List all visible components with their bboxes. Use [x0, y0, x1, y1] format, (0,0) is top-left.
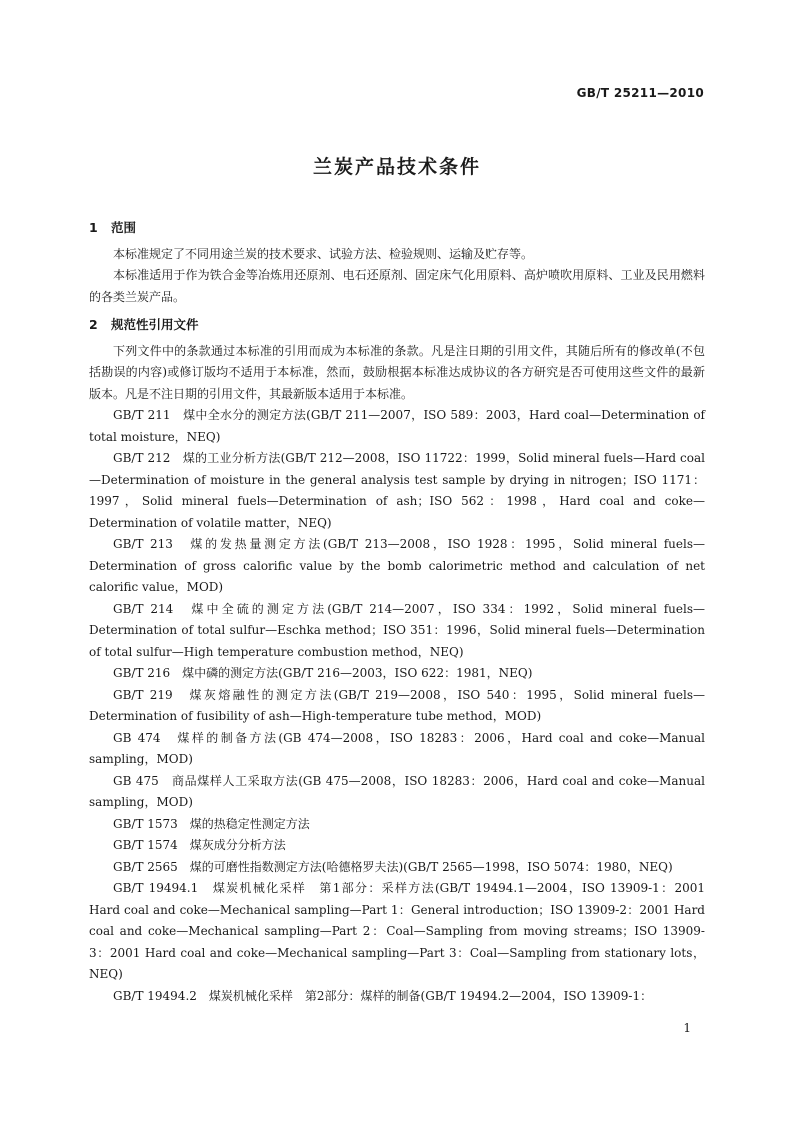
reference-item: GB/T 214 煤中全硫的测定方法(GB/T 214—2007，ISO 334：1992，Solid mineral fuels—Determination of total sulfur—Eschka method；ISO 351：1996，Solid mineral fuels—Determination of total sulfur—High temperature combustion method，NEQ) [89, 601, 705, 659]
section-2-title: 规范性引用文件 [111, 317, 199, 332]
reference-item: GB/T 1574 煤灰成分分析方法 [113, 838, 286, 852]
section-1-number: 1 [89, 220, 98, 235]
reference-item: GB/T 212 煤的工业分析方法(GB/T 212—2008，ISO 11722：1999，Solid mineral fuels—Hard coal—Determination of moisture in the general analysis test sample by drying in nitrogen；ISO 1171：1997，Solid mineral fuels—Determination of ash；ISO 562：1998，Hard coal and coke—Determination of volatile matter，NEQ) [89, 451, 705, 530]
document-body [89, 217, 705, 1007]
reference-item: GB/T 1573 煤的热稳定性测定方法 [113, 816, 310, 831]
reference-item: GB 474 煤样的制备方法(GB 474—2008，ISO 18283：2006，Hard coal and coke—Manual sampling，MOD) [89, 730, 705, 766]
reference-item: GB 475 商品煤样人工采取方法(GB 475—2008，ISO 18283：2006，Hard coal and coke—Manual sampling，MOD) [89, 773, 705, 809]
reference-item: GB/T 19494.1 煤炭机械化采样 第1部分：采样方法(GB/T 19494.1—2004，ISO 13909-1：2001 Hard coal and coke—Mechanical sampling—Part 1：General introduction；ISO 13909-2：2001 Hard coal and coke—Mechanical sampling—Part 2：Coal—Sampling from moving streams；ISO 13909-3：2001 Hard coal and coke—Mechanical sampling—Part 3：Coal—Sampling from stationary lots，NEQ) [89, 881, 705, 981]
reference-item: GB/T 216 煤中磷的测定方法(GB/T 216—2003，ISO 622：1981，NEQ) [113, 666, 533, 680]
reference-item: GB/T 211 煤中全水分的测定方法(GB/T 211—2007，ISO 589：2003，Hard coal—Determination of total moisture，NEQ) [89, 408, 705, 444]
section-2-number: 2 [89, 317, 98, 332]
standard-number: GB/T 25211—2010 [576, 86, 704, 100]
section-2-heading [89, 314, 705, 336]
section-1-title: 范围 [111, 220, 137, 235]
document-title: 兰炭产品技术条件 [312, 156, 481, 178]
reference-item: GB/T 2565 煤的可磨性指数测定方法(哈德格罗夫法)(GB/T 2565—1998，ISO 5074：1980，NEQ) [113, 859, 673, 874]
page-number: 1 [683, 1021, 691, 1035]
section-1-paragraph: 本标准规定了不同用途兰炭的技术要求、试验方法、检验规则、运输及贮存等。 [113, 246, 534, 261]
reference-item: GB/T 213 煤的发热量测定方法(GB/T 213—2008，ISO 1928：1995，Solid mineral fuels—Determination of gross calorific value by the bomb calorimetric method and calculation of net calorific value，MOD) [89, 537, 705, 594]
section-1-heading [89, 217, 705, 239]
reference-item: GB/T 19494.2 煤炭机械化采样 第2部分：煤样的制备(GB/T 19494.2—2004，ISO 13909-1： [113, 988, 653, 1003]
reference-item: GB/T 219 煤灰熔融性的测定方法(GB/T 219—2008，ISO 540：1995，Solid mineral fuels—Determination of fusibility of ash—High-temperature tube method，MOD) [89, 687, 705, 723]
section-1-paragraph: 本标准适用于作为铁合金等冶炼用还原剂、电石还原剂、固定床气化用原料、高炉喷吹用原料、工业及民用燃料的各类兰炭产品。 [89, 268, 705, 304]
section-2-intro: 下列文件中的条款通过本标准的引用而成为本标准的条款。凡是注日期的引用文件，其随后所有的修改单(不包括勘误的内容)或修订版均不适用于本标准，然而，鼓励根据本标准达成协议的各方研究是否可使用这些文件的最新版本。凡是不注日期的引用文件，其最新版本适用于本标准。 [89, 343, 705, 401]
